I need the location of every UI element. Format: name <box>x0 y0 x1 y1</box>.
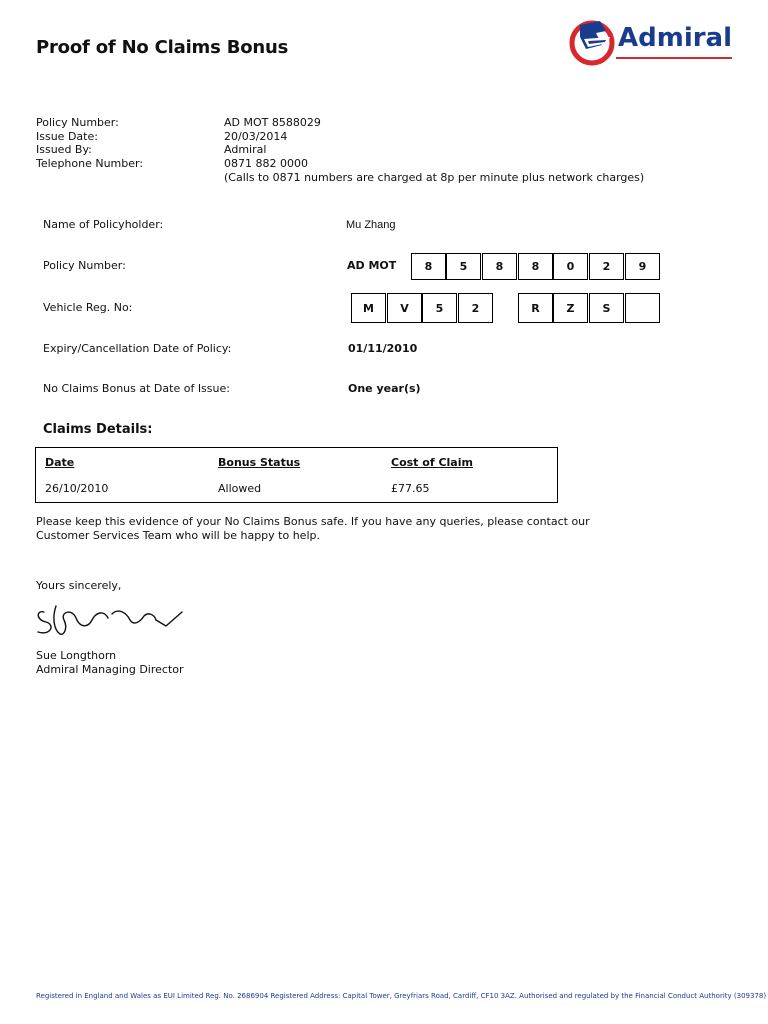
column-header-cost: Cost of Claim <box>391 456 473 469</box>
policy-prefix: AD MOT <box>347 259 397 272</box>
policy-digit-box: 2 <box>589 253 624 280</box>
claim-bonus-status: Allowed <box>218 482 262 495</box>
admiral-logo <box>566 17 736 69</box>
signatory-name: Sue Longthorn <box>36 649 117 662</box>
claim-cost: £77.65 <box>391 482 430 495</box>
claim-date: 26/10/2010 <box>45 482 109 495</box>
closing: Yours sincerely, <box>36 579 122 592</box>
vehicle-char-box: S <box>589 293 624 323</box>
policy-digit-box: 9 <box>625 253 660 280</box>
policyholder-label: Name of Policyholder: <box>43 218 164 231</box>
summary-labels <box>36 116 143 171</box>
vehicle-char-box: Z <box>553 293 588 323</box>
signature-image <box>34 598 190 640</box>
summary-value: 0871 882 0000 <box>224 157 308 171</box>
claims-table <box>35 447 558 503</box>
policy-digit-box: 0 <box>553 253 588 280</box>
summary-label: Issue Date: <box>36 129 98 143</box>
summary-label: Policy Number: <box>36 116 119 129</box>
admiral-emblem-icon <box>566 17 626 69</box>
vehicle-char-box: R <box>518 293 553 323</box>
policyholder-value: Mu Zhang <box>346 219 396 231</box>
telephone-note: (Calls to 0871 numbers are charged at 8p per minute plus network charges) <box>224 170 645 184</box>
policy-number-label: Policy Number: <box>43 259 126 272</box>
signatory-title: Admiral Managing Director <box>36 662 184 676</box>
claims-heading: Claims Details: <box>43 422 153 437</box>
summary-value: 20/03/2014 <box>224 129 288 143</box>
expiry-value: 01/11/2010 <box>348 342 418 355</box>
logo-underline <box>616 57 732 59</box>
vehicle-char-box: 2 <box>458 293 493 323</box>
vehicle-char-box: V <box>387 293 422 323</box>
vehicle-char-box: M <box>351 293 386 323</box>
summary-value: AD MOT 8588029 <box>224 116 321 129</box>
ncb-label: No Claims Bonus at Date of Issue: <box>43 382 230 395</box>
signatory-block <box>36 649 184 676</box>
page-title: Proof of No Claims Bonus <box>36 37 289 58</box>
column-header-date: Date <box>45 456 75 469</box>
summary-label: Telephone Number: <box>36 157 144 171</box>
ncb-value: One year(s) <box>348 382 421 395</box>
vehicle-reg-label: Vehicle Reg. No: <box>43 301 133 314</box>
policy-digit-box: 8 <box>482 253 517 280</box>
summary-value: Admiral <box>224 143 267 157</box>
policy-digit-box: 8 <box>518 253 553 280</box>
column-header-bonus-status: Bonus Status <box>218 456 301 469</box>
summary-values <box>224 116 644 185</box>
logo-wordmark: Admiral <box>618 23 733 53</box>
vehicle-char-box: 5 <box>422 293 457 323</box>
vehicle-char-box <box>625 293 660 323</box>
policy-digit-box: 5 <box>446 253 481 280</box>
summary-label: Issued By: <box>36 143 92 157</box>
policy-digit-box: 8 <box>411 253 446 280</box>
info-paragraph: Please keep this evidence of your No Claims Bonus safe. If you have any queries, please contact our Customer Services Team who will be happy to help. <box>36 515 590 542</box>
expiry-label: Expiry/Cancellation Date of Policy: <box>43 342 232 355</box>
registration-footer: Registered in England and Wales as EUI Limited Reg. No. 2686904 Registered Address: Capital Tower, Greyfriars Road, Cardiff, CF10 3AZ. Authorised and regulated by the Financial Conduct Authority (309378) <box>36 992 767 1000</box>
